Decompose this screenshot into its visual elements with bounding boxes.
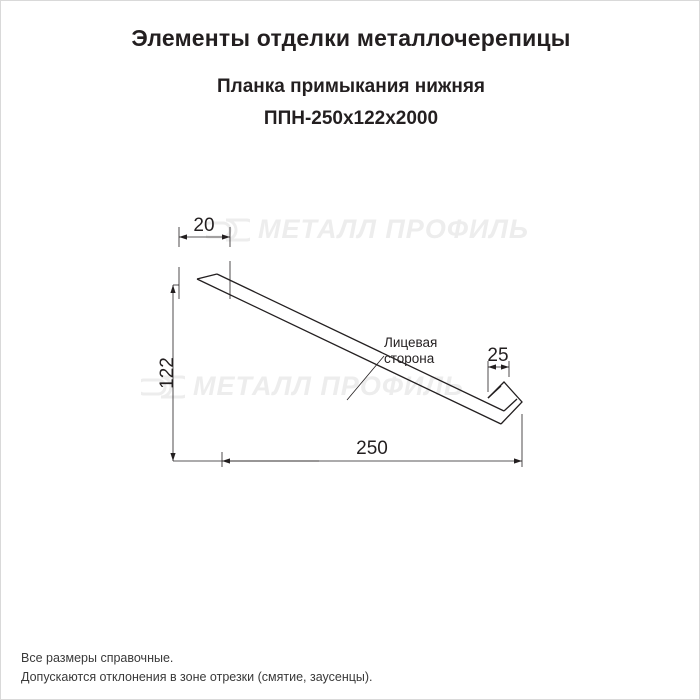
annotation-line-1: Лицевая [384, 335, 438, 350]
footer-note-1: Все размеры справочные. [21, 651, 174, 665]
footer-notes [21, 649, 373, 687]
dimension-20 [179, 227, 230, 299]
dimension-label-20: 20 [193, 215, 215, 236]
page-title: Элементы отделки металлочерепицы [131, 25, 571, 51]
annotation-line-2: сторона [384, 351, 435, 366]
technical-drawing [1, 171, 700, 551]
product-code: ППН-250x122x2000 [263, 108, 439, 129]
profile-outline [197, 274, 522, 424]
footer-note-2: Допускаются отклонения в зоне отрезки (смятие, заусенцы). [21, 670, 373, 684]
title-block [1, 23, 700, 132]
dimension-label-25: 25 [487, 345, 509, 366]
watermark-text: МЕТАЛЛ ПРОФИЛЬ [193, 371, 464, 401]
annotation-leader [347, 356, 384, 400]
watermark-text: МЕТАЛЛ ПРОФИЛЬ [258, 214, 529, 244]
dimension-label-250: 250 [356, 438, 388, 459]
dimension-label-122: 122 [157, 357, 178, 389]
product-name: Планка примыкания нижняя [216, 76, 486, 97]
